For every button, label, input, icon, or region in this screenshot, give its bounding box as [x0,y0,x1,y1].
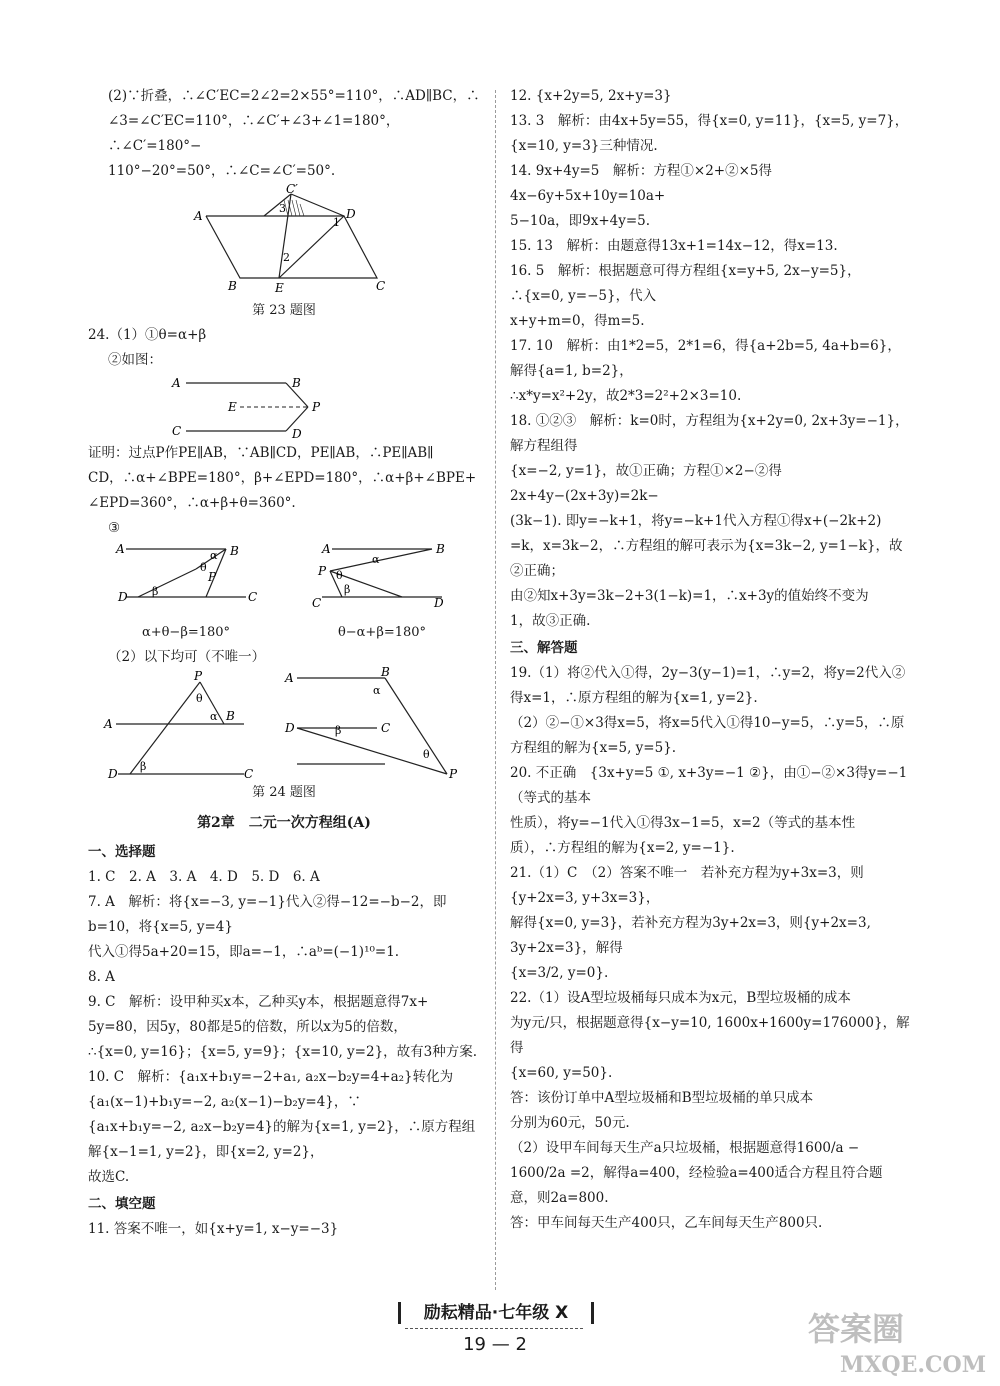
figure-23 [184,182,386,296]
fig23-angle-3: 3 [279,202,286,215]
figure-24-main [168,375,328,439]
q7-line-1: 7. A 解析：将{x=−3, y=−1}代入②得−12=−b−2，即b=10，将{x=5, y=4} [88,894,447,935]
column-divider [495,90,496,1290]
fig24b-svg [312,541,452,611]
section-solve: 三、解答题 [510,640,578,656]
fig23-label-c: C [376,279,386,293]
q24-proof-line-2: CD，∴α+∠BPE=180°，β+∠EPD=180°，∴α+β+∠BPE+ [88,470,477,486]
q24-part1-3: ③ [108,520,121,536]
q17-line-1: 17. 10 解析：由1*2=5，2*1=6，得{a+2b=5, 4a+b=6}，解得{a=1, b=2}， [510,338,901,379]
q22-line-9: 答：甲车间每天生产400只，乙车间每天生产800只. [510,1215,823,1231]
fig24b-label-c: C [312,596,322,610]
q21-line-1: 21.（1）C （2）答案不唯一 若补充方程为y+3x=3，则{y+2x=3, y+3x=3}， [510,865,864,906]
fig24-label-a: A [172,376,181,390]
fig24d-label-b: B [380,665,390,679]
fig24d-beta: β [334,724,341,737]
left-column [88,84,480,1242]
fig24b-theta: θ [336,569,343,582]
fig24a-svg [116,541,256,611]
fig24c-label-a: A [103,717,113,731]
fig24-label-e: E [228,400,237,414]
fig24c-svg [104,670,254,780]
fig24b-label-a: A [322,542,331,556]
fig24-part2-pair [88,665,480,781]
q23-line-2: ∠3=∠C′EC=110°，∴∠C′+∠3+∠1=180°，∴∠C′=180°− [108,113,400,154]
fig24c-label-p: P [193,669,202,683]
fig23-label-d: D [346,207,356,221]
q10-line-2: {a₁x+b₁y=−2, a₂x−b₂y=4}的解为{x=1, y=2}，∴原方程组解{x−1=1, y=2}，即{x=2, y=2}， [88,1119,476,1160]
q19-line-1: 19.（1）将②代入①得，2y−3(y−1)=1，∴y=2，将y=2代入② [510,665,906,681]
brand-underline [405,1328,583,1329]
q15: 15. 13 解析：由题意得13x+1=14x−12，得x=13. [510,238,838,254]
fig24c-label-c: C [243,767,253,781]
fig23-label-e: E [275,281,284,295]
fig24d-theta: θ [422,748,430,761]
q24-part2: （2）以下均可（不唯一） [108,649,266,665]
q22-line-4: 答：该份订单中A型垃圾桶和B型垃圾桶的单只成本 [510,1090,814,1106]
fig24a-alpha: α [210,549,218,562]
fig23-label-b: B [228,279,237,293]
q23-line-1: (2)∵折叠，∴∠C′EC=2∠2=2×55°=110°，∴AD∥BC，∴ [108,88,480,104]
q24-proof-line-1: 证明：过点P作PE∥AB，∵AB∥CD，PE∥AB，∴PE∥AB∥ [88,445,434,461]
q22-line-6: （2）设甲车间每天生产a只垃圾桶，根据题意得1600/a − [510,1140,860,1156]
fig24c-label-b: B [225,709,235,723]
fig23-label-a: A [194,209,203,223]
q9-line-1: 9. C 解析：设甲种买x本，乙种买y本，根据题意得7x+ [88,994,429,1010]
fig24a-beta: β [152,585,159,598]
q22-line-3: {x=60, y=50}. [510,1065,613,1081]
q21-line-3: {x=3/2, y=0}. [510,965,609,981]
q20-line-1: 20. 不正确 {3x+y=5 ①, x+3y=−1 ②}，由①−②×3得y=−1（等式的基本 [510,765,908,806]
q23-line-3: 110°−20°=50°，∴∠C=∠C′=50°. [108,163,336,179]
fig24-caption: 第 24 题图 [252,785,316,800]
fig24-pair [88,541,480,645]
fig24a-theta: θ [200,561,207,574]
fig24b-alpha: α [372,553,380,566]
fig24b-label-p: P [318,564,327,578]
watermark-logo [800,1300,990,1380]
q18-line-3: (3k−1). 即y=−k+1，将y=−k+1代入方程①得x+(−2k+2) [510,513,882,529]
chapter-title: 第2章 二元一次方程组(A) [197,815,371,831]
q11: 11. 答案不唯一，如{x+y=1, x−y=−3} [88,1221,339,1237]
fig24b-label-d: D [434,596,444,610]
fig24b [312,541,452,645]
q18-line-1: 18. ①②③ 解析：k=0时，方程组为{x+2y=0, 2x+3y=−1}，解方程组得 [510,413,909,454]
q21-line-2: 解得{x=0, y=3}，若补充方程为3y+2x=3，则{y+2x=3, 3y+2x=3}，解得 [510,915,871,956]
fig24a-caption: α+θ−β=180° [141,625,231,640]
q18-line-5: 由②知x+3y=3k−2+3(1−k)=1，∴x+3y的值始终不变为 [510,588,869,604]
fig23-angle-2: 2 [283,251,290,264]
q16-line-1: 16. 5 解析：根据题意可得方程组{x=y+5, 2x−y=5}，∴{x=0, y=−5}，代入 [510,263,861,304]
fig24a-label-c: C [248,590,258,604]
fig24b-caption: θ−α+β=180° [337,625,427,640]
fig23-label-c-prime: C′ [286,182,298,196]
q20-line-2: 性质），将y=−1代入①得3x−1=5，x=2（等式的基本性 [510,815,856,831]
fig24d-alpha: α [372,684,380,697]
q19-line-2: 得x=1，∴原方程组的解为{x=1, y=2}. [510,690,758,706]
page-footer [0,1296,1000,1386]
q24-proof-line-3: ∠EPD=360°，∴α+β+θ=360°. [88,495,296,511]
q24-part1-2: ②如图： [108,352,162,368]
q9-line-3: ∴{x=0, y=16}；{x=5, y=9}；{x=10, y=2}，故有3种方案. [88,1044,478,1060]
fig24c-label-d: D [107,767,118,781]
q18-line-2: {x=−2, y=1}，故①正确；方程①×2−②得2x+4y−(2x+3y)=2k− [510,463,782,504]
q14-line-1: 14. 9x+4y=5 解析：方程①×2+②×5得4x−6y+5x+10y=10a+ [510,163,773,204]
q22-line-5: 分别为60元，50元. [510,1115,630,1131]
fig24a-label-p: P [208,570,217,584]
section-fill: 二、填空题 [88,1196,156,1212]
page-number: 19 — 2 [463,1334,527,1355]
q19-line-3: （2）②−①×3得x=5，将x=5代入①得10−y=5，∴y=5，∴原 [510,715,905,731]
q10-line-1: 10. C 解析：{a₁x+b₁y=−2+a₁, a₂x−b₂y=4+a₂}转化为{a₁(x−1)+b₁y=−2, a₂(x−1)−b₂y=4}，∵ [88,1069,454,1110]
q14-line-2: 5−10a，即9x+4y=5. [510,213,651,229]
fig24c-theta: θ [195,692,203,705]
q9-line-2: 5y=80，因5y，80都是5的倍数，所以x为5的倍数， [88,1019,407,1035]
fig24c-alpha: α [209,710,217,723]
fig23-caption: 第 23 题图 [252,303,316,318]
fig24d-label-d: D [284,721,295,735]
fig24d-label-c: C [380,721,390,735]
section-choice: 一、选择题 [88,844,156,860]
fig24d-label-a: A [284,671,294,685]
fig24b-beta: β [344,583,351,596]
answers-1-6: 1. C 2. A 3. A 4. D 5. D 6. A [88,869,320,885]
q18-line-6: 1，故③正确. [510,613,591,629]
fig24-label-p: P [312,400,321,414]
q22-line-8: 意，则2a=800. [510,1190,609,1206]
fig24d-label-p: P [448,767,457,781]
q22-line-2: 为y元/只，根据题意得{x−y=10, 1600x+1600y=176000}，解得 [510,1015,910,1056]
q20-line-3: 质），∴方程组的解为{x=2, y=−1}. [510,840,735,856]
q22-line-1: 22.（1）设A型垃圾桶每只成本为x元，B型垃圾桶的成本 [510,990,851,1006]
fig24a-label-d: D [118,590,128,604]
q13: 13. 3 解析：由4x+5y=55，得{x=0, y=11}，{x=5, y=7}，{x=10, y=3}三种情况. [510,113,909,154]
q17-line-2: ∴x*y=x²+2y，故2*3=2²+2×3=10. [510,388,742,404]
fig23-angle-1: 1 [333,216,340,229]
q8: 8. A [88,969,115,985]
watermark-top-text: 答案圈 [808,1310,905,1348]
q7-line-2: 代入①得5a+20=15，即a=−1，∴aᵇ=(−1)¹⁰=1. [88,944,400,960]
fig24c-beta: β [139,760,146,773]
q16-line-2: x+y+m=0，得m=5. [510,313,645,329]
q24-part1: 24.（1）①θ=α+β [88,327,207,343]
q10-line-3: 故选C. [88,1169,130,1185]
q22-line-7: 1600/2a =2，解得a=400，经检验a=400适合方程且符合题 [510,1165,883,1181]
brand-title: 励耘精品·七年级 X [398,1302,594,1324]
watermark-bottom-text: MXQE.COM [840,1352,987,1378]
fig24a [116,541,256,645]
fig24-label-d: D [292,427,302,441]
fig24b-label-b: B [436,542,445,556]
right-column [510,84,910,1236]
q18-line-4: =k，x=3k−2，∴方程组的解可表示为{x=3k−2, y=1−k}，故②正确； [510,538,903,579]
fig24a-label-b: B [230,544,239,558]
fig24a-label-a: A [116,542,125,556]
q19-line-4: 方程组的解为{x=5, y=5}. [510,740,677,756]
fig24-label-b: B [292,376,301,390]
q12: 12. {x+2y=5, 2x+y=3} [510,88,672,104]
fig24-label-c: C [172,424,182,438]
fig24d-svg [284,665,465,781]
